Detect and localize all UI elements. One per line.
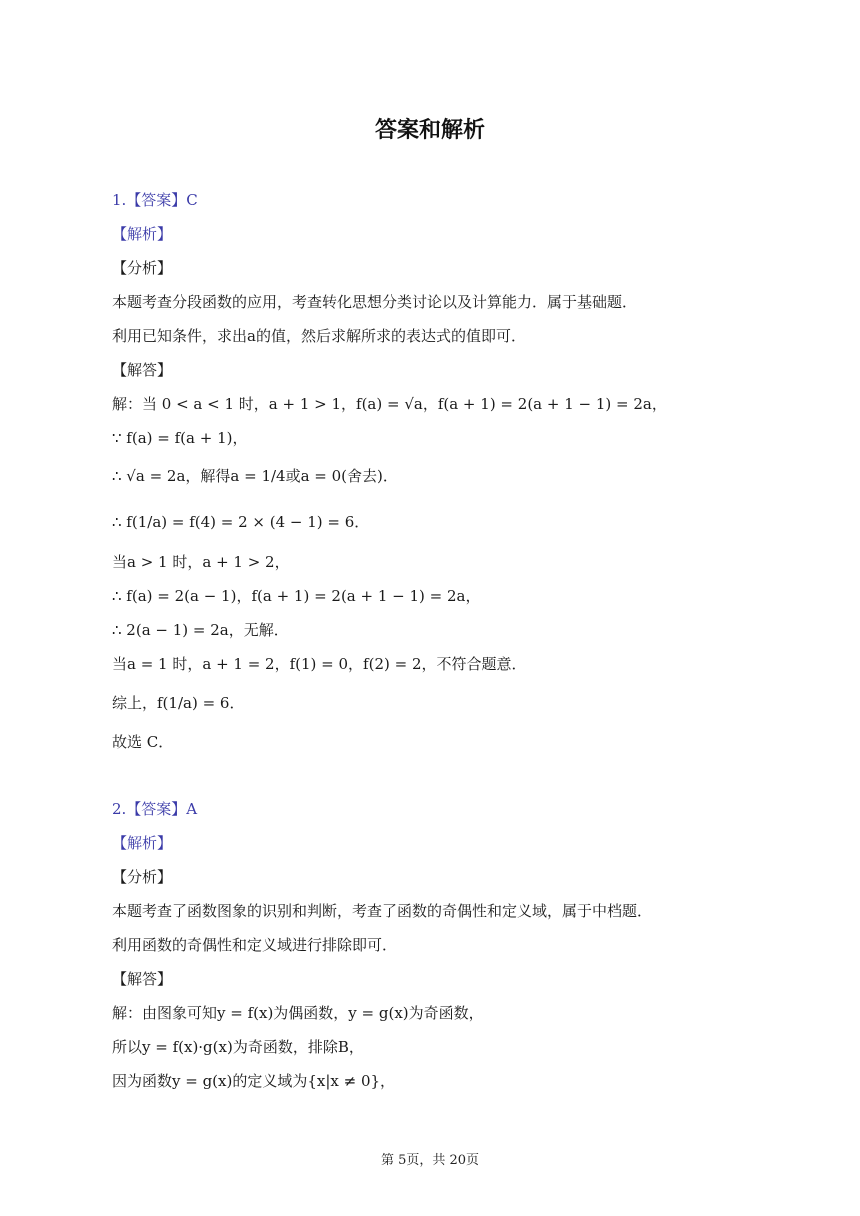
- q1-fenxi-label: 【分析】: [112, 259, 173, 277]
- q1-text-line: ∴ √a = 2a，解得a = 1/4或a = 0(舍去)．: [112, 467, 398, 485]
- q2-text-line: 解：由图象可知y = f(x)为偶函数，y = g(x)为奇函数，: [112, 1004, 484, 1022]
- q1-text-line: 利用已知条件，求出a的值，然后求解所求的表达式的值即可．: [112, 327, 526, 345]
- q1-text-line: ∴ 2(a − 1) = 2a，无解．: [112, 621, 289, 639]
- q2-text-line: 因为函数y = g(x)的定义域为{x|x ≠ 0}，: [112, 1072, 396, 1090]
- q2-answer-heading: 2.【答案】A: [112, 800, 198, 818]
- q2-fenxi-label: 【分析】: [112, 868, 173, 886]
- q1-jieda-label: 【解答】: [112, 361, 173, 379]
- q2-text-line: 所以y = f(x)·g(x)为奇函数，排除B，: [112, 1038, 364, 1056]
- q1-text-line: 当a = 1 时，a + 1 = 2，f(1) = 0，f(2) = 2，不符合题意．: [112, 655, 527, 673]
- page-title: 答案和解析: [374, 118, 485, 143]
- q1-text-line: 故选 C．: [112, 733, 174, 751]
- q1-text-line: ∴ f(a) = 2(a − 1)，f(a + 1) = 2(a + 1 − 1) = 2a，: [112, 587, 481, 605]
- page-footer: 第 5页，共 20页: [380, 1153, 480, 1168]
- q2-jieda-label: 【解答】: [112, 970, 173, 988]
- q2-text-line: 利用函数的奇偶性和定义域进行排除即可．: [112, 936, 398, 954]
- q1-text-line: 解：当 0 < a < 1 时，a + 1 > 1，f(a) = √a，f(a + 1) = 2(a + 1 − 1) = 2a，: [112, 395, 667, 413]
- q2-text-line: 本题考查了函数图象的识别和判断，考查了函数的奇偶性和定义域，属于中档题．: [112, 902, 653, 920]
- q1-text-line: 本题考查分段函数的应用，考查转化思想分类讨论以及计算能力．属于基础题．: [112, 293, 638, 311]
- q1-analysis-label: 【解析】: [112, 225, 173, 243]
- q1-text-line: 当a > 1 时，a + 1 > 2，: [112, 553, 290, 571]
- q1-text-line: ∴ f(1/a) = f(4) = 2 × (4 − 1) = 6．: [112, 513, 370, 531]
- q1-text-line: ∵ f(a) = f(a + 1)，: [112, 429, 248, 447]
- q2-analysis-label: 【解析】: [112, 834, 173, 852]
- q1-text-line: 综上，f(1/a) = 6．: [112, 694, 245, 712]
- q1-answer-heading: 1.【答案】C: [112, 191, 198, 209]
